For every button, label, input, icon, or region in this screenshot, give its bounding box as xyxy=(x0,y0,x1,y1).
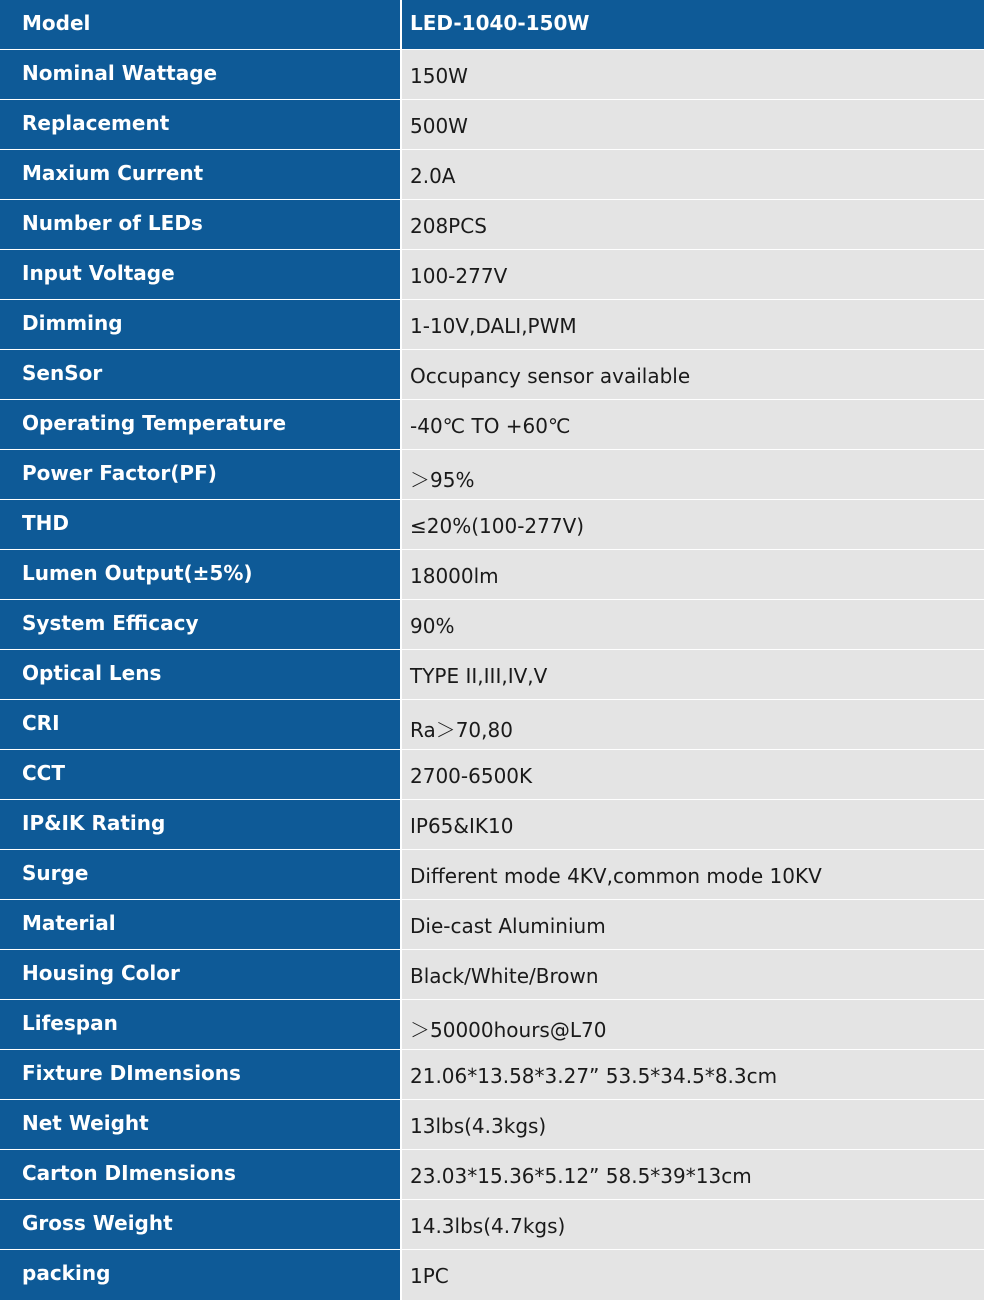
row-value: 2700-6500K xyxy=(402,750,984,799)
table-row xyxy=(0,150,984,200)
row-value: -40℃ TO +60℃ xyxy=(402,400,984,449)
row-label: System Efficacy xyxy=(0,600,402,649)
row-value: 14.3lbs(4.7kgs) xyxy=(402,1200,984,1249)
row-value: ＞95% xyxy=(402,450,984,499)
row-value: Different mode 4KV,common mode 10KV xyxy=(402,850,984,899)
row-value: 13lbs(4.3kgs) xyxy=(402,1100,984,1149)
row-value: 150W xyxy=(402,50,984,99)
table-row xyxy=(0,800,984,850)
row-label: Housing Color xyxy=(0,950,402,999)
row-value: 23.03*15.36*5.12” 58.5*39*13cm xyxy=(402,1150,984,1199)
row-label: Lifespan xyxy=(0,1000,402,1049)
row-label: Fixture DImensions xyxy=(0,1050,402,1099)
table-row xyxy=(0,700,984,750)
table-row xyxy=(0,950,984,1000)
row-value: 90% xyxy=(402,600,984,649)
table-row xyxy=(0,350,984,400)
row-label: CRI xyxy=(0,700,402,749)
row-value: 100-277V xyxy=(402,250,984,299)
row-label: Operating Temperature xyxy=(0,400,402,449)
row-label: Nominal Wattage xyxy=(0,50,402,99)
row-label: Maxium Current xyxy=(0,150,402,199)
row-value: IP65&IK10 xyxy=(402,800,984,849)
table-row xyxy=(0,200,984,250)
row-label: SenSor xyxy=(0,350,402,399)
row-value: LED-1040-150W xyxy=(402,0,984,49)
row-label: Replacement xyxy=(0,100,402,149)
table-row xyxy=(0,300,984,350)
row-label: Optical Lens xyxy=(0,650,402,699)
row-label: Input Voltage xyxy=(0,250,402,299)
row-value: Black/White/Brown xyxy=(402,950,984,999)
row-label: Material xyxy=(0,900,402,949)
table-row xyxy=(0,1200,984,1250)
table-row xyxy=(0,1250,984,1300)
table-row xyxy=(0,1100,984,1150)
row-label: Net Weight xyxy=(0,1100,402,1149)
row-value: ＞50000hours@L70 xyxy=(402,1000,984,1049)
row-label: THD xyxy=(0,500,402,549)
table-row xyxy=(0,50,984,100)
row-value: 18000lm xyxy=(402,550,984,599)
row-value: 2.0A xyxy=(402,150,984,199)
table-row xyxy=(0,1000,984,1050)
table-row xyxy=(0,1150,984,1200)
table-row xyxy=(0,750,984,800)
row-value: 21.06*13.58*3.27” 53.5*34.5*8.3cm xyxy=(402,1050,984,1099)
row-value: 1-10V,DALI,PWM xyxy=(402,300,984,349)
row-value: 208PCS xyxy=(402,200,984,249)
row-label: Number of LEDs xyxy=(0,200,402,249)
table-row xyxy=(0,550,984,600)
table-row xyxy=(0,500,984,550)
row-value: ≤20%(100-277V) xyxy=(402,500,984,549)
table-row xyxy=(0,600,984,650)
row-value: Die-cast Aluminium xyxy=(402,900,984,949)
row-label: Surge xyxy=(0,850,402,899)
table-row-model xyxy=(0,0,984,50)
row-value: TYPE II,III,IV,V xyxy=(402,650,984,699)
row-label: packing xyxy=(0,1250,402,1300)
table-row xyxy=(0,450,984,500)
table-row xyxy=(0,850,984,900)
row-label: Model xyxy=(0,0,402,49)
row-label: IP&IK Rating xyxy=(0,800,402,849)
table-row xyxy=(0,100,984,150)
table-row xyxy=(0,650,984,700)
row-label: CCT xyxy=(0,750,402,799)
row-value: Ra＞70,80 xyxy=(402,700,984,749)
row-label: Dimming xyxy=(0,300,402,349)
table-row xyxy=(0,400,984,450)
row-value: 1PC xyxy=(402,1250,984,1300)
row-value: Occupancy sensor available xyxy=(402,350,984,399)
table-row xyxy=(0,900,984,950)
table-row xyxy=(0,1050,984,1100)
table-row xyxy=(0,250,984,300)
row-value: 500W xyxy=(402,100,984,149)
row-label: Gross Weight xyxy=(0,1200,402,1249)
row-label: Power Factor(PF) xyxy=(0,450,402,499)
row-label: Carton DImensions xyxy=(0,1150,402,1199)
row-label: Lumen Output(±5%) xyxy=(0,550,402,599)
